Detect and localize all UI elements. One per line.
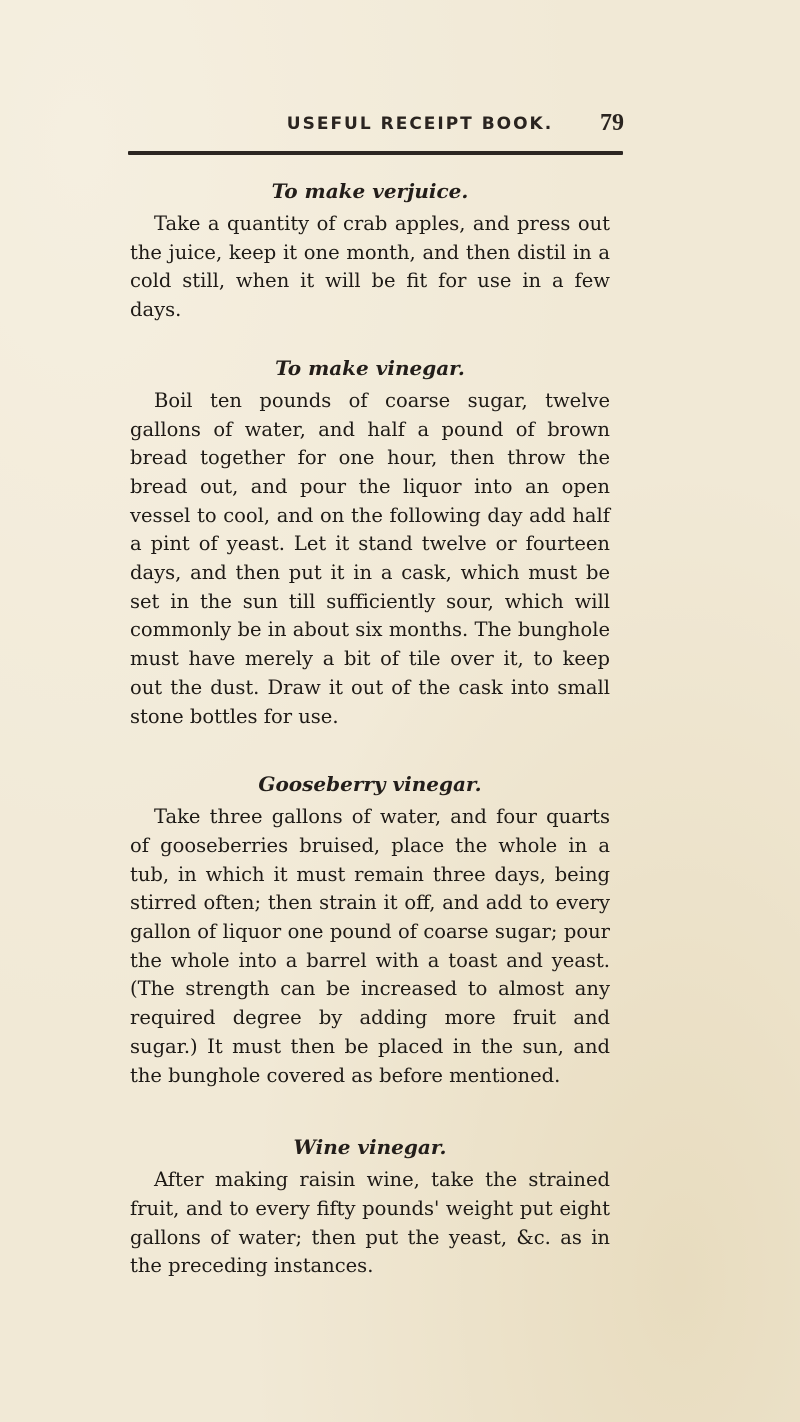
header-rule — [128, 151, 623, 155]
recipe-text: Take a quantity of crab apples, and press out the juice, keep it one month, and then distil in a cold still, when it will be fit for use in a few days. — [130, 212, 610, 322]
recipe-text: Take three gallons of water, and four quarts of gooseberries bruised, place the whole in a tub, in which it must remain three days, being stirred often; then strain it off, and add to every gallon of liquor one pound of coarse sugar; pour the whole into a barrel with a toast and yeast. (The strength can be increased to almost any required degree by adding more fruit and sugar.) It must then be placed in the sun, and the bunghole covered as before mentioned. — [130, 805, 610, 1087]
recipe-wine-vinegar — [130, 1132, 610, 1281]
recipe-gooseberry-vinegar — [130, 769, 610, 1090]
running-head-title: USEFUL RECEIPT BOOK. — [286, 114, 554, 134]
recipe-heading: To make vinegar. — [275, 355, 465, 380]
page-number: 79 — [600, 110, 624, 136]
recipe-heading: Wine vinegar. — [293, 1135, 447, 1160]
recipe-heading: To make verjuice. — [271, 179, 469, 203]
recipe-heading: Gooseberry vinegar. — [258, 772, 482, 797]
section-gap — [130, 731, 610, 769]
page-body — [130, 176, 610, 1281]
recipe-vinegar — [130, 353, 610, 731]
section-gap — [130, 1090, 610, 1132]
section-gap — [130, 325, 610, 353]
recipe-text: Boil ten pounds of coarse sugar, twelve gallons of water, and half a pound of brown bread together for one hour, then throw the bread out, and pour the liquor into an open vessel to cool, and on the following day add half a pint of yeast. Let it stand twelve or fourteen days, and then put it in a cask, which must be set in the sun till sufficiently sour, which will commonly be in about six months. The bunghole must have merely a bit of tile over it, to keep out the dust. Draw it out of the cask into small stone bottles for use. — [130, 388, 610, 728]
recipe-verjuice — [130, 176, 610, 325]
running-head — [0, 110, 800, 144]
recipe-text: After making raisin wine, take the strained fruit, and to every fifty pounds' weight put eight gallons of water; then put the yeast, &c. as in the preceding instances. — [130, 1168, 610, 1278]
